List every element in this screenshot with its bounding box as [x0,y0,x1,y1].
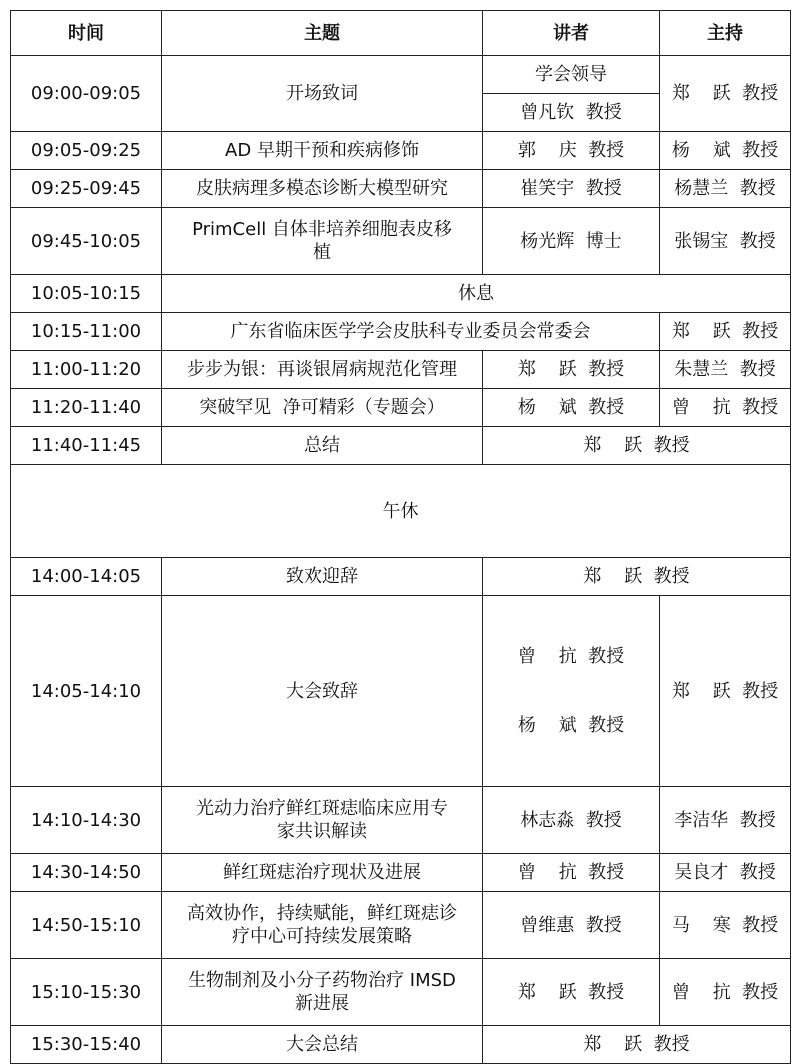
speaker-cell: 学会领导 [483,56,660,94]
topic-cell [162,787,483,854]
host-cell: 李洁华 教授 [660,787,791,854]
lunch-cell: 午休 [11,465,791,558]
topic-cell: 大会总结 [162,1026,483,1064]
table-row [11,170,791,208]
speaker-cell: 郑 跃 教授 [483,351,660,389]
header-row [11,11,791,56]
time-cell: 14:00-14:05 [11,558,162,596]
speaker-cell: 曾 抗 教授 [483,854,660,892]
host-cell: 马 寒 教授 [660,892,791,959]
topic-cell [162,959,483,1026]
topic-cell: 开场致词 [162,56,483,132]
topic-cell: 皮肤病理多模态诊断大模型研究 [162,170,483,208]
time-cell: 14:10-14:30 [11,787,162,854]
schedule-table [10,10,791,1064]
host-cell: 郑 跃 教授 [660,313,791,351]
topic-cell [162,892,483,959]
topic-cell: 鲜红斑痣治疗现状及进展 [162,854,483,892]
table-row [11,351,791,389]
header-topic: 主题 [162,11,483,56]
time-cell: 14:05-14:10 [11,596,162,787]
speaker-line: 曾 抗 教授 [517,646,625,667]
time-cell: 09:05-09:25 [11,132,162,170]
speaker-cell: 曾维惠 教授 [483,892,660,959]
table-row [11,892,791,959]
topic-line: 植 [313,242,331,263]
header-speaker: 讲者 [483,11,660,56]
speaker-line: 杨 斌 教授 [517,715,625,736]
host-cell: 朱慧兰 教授 [660,351,791,389]
speaker-cell: 崔笑宇 教授 [483,170,660,208]
topic-cell: 大会致辞 [162,596,483,787]
topic-cell: 广东省临床医学学会皮肤科专业委员会常委会 [162,313,660,351]
table-row [11,275,791,313]
speaker-cell: 郭 庆 教授 [483,132,660,170]
topic-line: 新进展 [295,993,349,1014]
topic-line: 生物制剂及小分子药物治疗 IMSD [188,970,456,991]
time-cell: 09:00-09:05 [11,56,162,132]
table-row [11,132,791,170]
table-row [11,313,791,351]
topic-line: 疗中心可持续发展策略 [232,926,412,947]
table-row [11,208,791,275]
host-cell: 杨慧兰 教授 [660,170,791,208]
time-cell: 10:15-11:00 [11,313,162,351]
speaker-host-cell: 郑 跃 教授 [483,427,791,465]
time-cell: 10:05-10:15 [11,275,162,313]
time-cell: 09:25-09:45 [11,170,162,208]
speaker-cell: 曾凡钦 教授 [483,94,660,132]
table-row [11,959,791,1026]
topic-cell: AD 早期干预和疾病修饰 [162,132,483,170]
time-cell: 11:40-11:45 [11,427,162,465]
time-cell: 14:50-15:10 [11,892,162,959]
table-row [11,389,791,427]
host-cell: 曾 抗 教授 [660,389,791,427]
table-row [11,1026,791,1064]
host-cell: 曾 抗 教授 [660,959,791,1026]
table-row [11,787,791,854]
break-cell: 休息 [162,275,791,313]
host-cell: 张锡宝 教授 [660,208,791,275]
table-row [11,427,791,465]
speaker-cell [483,596,660,787]
speaker-cell: 林志淼 教授 [483,787,660,854]
host-cell: 杨 斌 教授 [660,132,791,170]
speaker-cell: 郑 跃 教授 [483,959,660,1026]
topic-cell: 致欢迎辞 [162,558,483,596]
host-cell: 郑 跃 教授 [660,596,791,787]
table-row [11,596,791,787]
table-row [11,854,791,892]
header-time: 时间 [11,11,162,56]
time-cell: 11:00-11:20 [11,351,162,389]
time-cell: 15:10-15:30 [11,959,162,1026]
lunch-row [11,465,791,558]
topic-cell [162,208,483,275]
topic-line: PrimCell 自体非培养细胞表皮移 [192,219,452,240]
time-cell: 14:30-14:50 [11,854,162,892]
speaker-host-cell: 郑 跃 教授 [483,1026,791,1064]
topic-cell: 突破罕见 净可精彩（专题会） [162,389,483,427]
host-cell: 郑 跃 教授 [660,56,791,132]
time-cell: 11:20-11:40 [11,389,162,427]
host-cell: 吴良才 教授 [660,854,791,892]
time-cell: 15:30-15:40 [11,1026,162,1064]
topic-cell: 步步为银：再谈银屑病规范化管理 [162,351,483,389]
speaker-host-cell: 郑 跃 教授 [483,558,791,596]
header-host: 主持 [660,11,791,56]
topic-line: 高效协作，持续赋能，鲜红斑痣诊 [187,903,457,924]
speaker-cell: 杨光辉 博士 [483,208,660,275]
time-cell: 09:45-10:05 [11,208,162,275]
topic-line: 光动力治疗鲜红斑痣临床应用专 [196,798,448,819]
speaker-cell: 杨 斌 教授 [483,389,660,427]
topic-line: 家共识解读 [277,821,367,842]
topic-cell: 总结 [162,427,483,465]
table-row [11,56,791,94]
table-row [11,558,791,596]
